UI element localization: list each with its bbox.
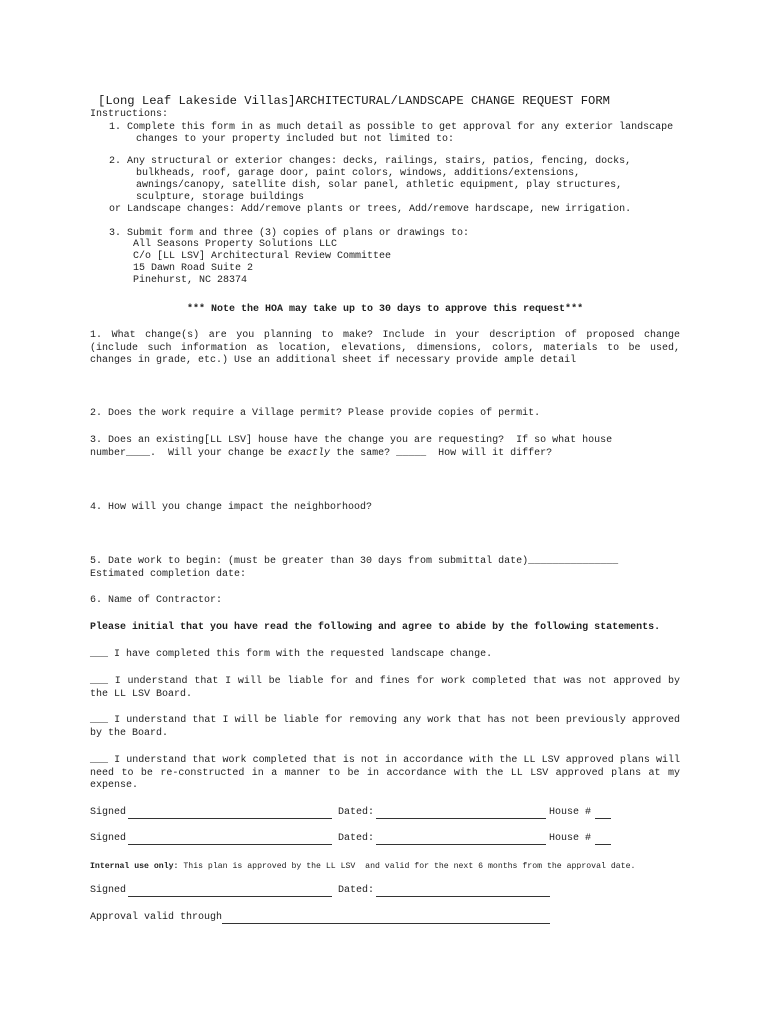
address-line-2: C/o [LL LSV] Architectural Review Committee xyxy=(133,251,392,262)
hoa-note: *** Note the HOA may take up to 30 days to approve this request*** xyxy=(187,304,584,315)
signature-line[interactable] xyxy=(128,844,332,845)
signed-label: Signed xyxy=(90,807,127,818)
internal-signature-line[interactable] xyxy=(128,896,332,897)
signed-label: Signed xyxy=(90,885,127,896)
address-line-4: Pinehurst, NC 28374 xyxy=(133,275,248,286)
approval-valid-line[interactable] xyxy=(222,923,550,924)
dated-label: Dated: xyxy=(338,833,375,844)
internal-date-line[interactable] xyxy=(376,896,550,897)
internal-use-text: This plan is approved by the LL LSV and valid for the next 6 months from the approval date. xyxy=(178,862,636,871)
address-line-1: All Seasons Property Solutions LLC xyxy=(133,239,338,250)
question-5-line-2: Estimated completion date: xyxy=(90,569,247,580)
instruction-2-line-4: sculpture, storage buildings xyxy=(136,192,305,203)
house-label: House # xyxy=(549,833,592,844)
instruction-1-line-2: changes to your property included but not limited to: xyxy=(136,134,455,145)
question-3-line-2 xyxy=(90,448,552,461)
question-3-line-1: 3. Does an existing[LL LSV] house have the change you are requesting? If so what house xyxy=(90,435,613,446)
question-4: 4. How will you change impact the neighborhood? xyxy=(90,502,373,513)
instruction-3: 3. Submit form and three (3) copies of plans or drawings to: xyxy=(109,228,470,239)
question-2: 2. Does the work require a Village permit? Please provide copies of permit. xyxy=(90,408,541,419)
question-3-emphasis: exactly xyxy=(288,448,331,459)
instruction-2-line-3: awnings/canopy, satellite dish, solar panel, athletic equipment, play structures, xyxy=(136,180,623,191)
house-label: House # xyxy=(549,807,592,818)
question-6: 6. Name of Contractor: xyxy=(90,595,223,606)
question-3-text-b: the same? _____ How will it differ? xyxy=(330,448,553,459)
date-line[interactable] xyxy=(376,818,546,819)
statement-4: ___ I understand that work completed that is not in accordance with the LL LSV approved plans will need to be re-constructed in a manner to be in accordance with the LL LSV approved plans at my expense. xyxy=(90,755,680,791)
instruction-1-line-1: 1. Complete this form in as much detail as possible to get approval for any exterior landscape xyxy=(109,122,674,133)
signed-label: Signed xyxy=(90,833,127,844)
dated-label: Dated: xyxy=(338,807,375,818)
house-number-line[interactable] xyxy=(595,844,611,845)
statement-2: ___ I understand that I will be liable for and fines for work completed that was not approved by the LL LSV Board. xyxy=(90,676,680,700)
signature-line[interactable] xyxy=(128,818,332,819)
address-line-3: 15 Dawn Road Suite 2 xyxy=(133,263,254,274)
instruction-2-line-2: bulkheads, roof, garage door, paint colors, windows, additions/extensions, xyxy=(136,168,581,179)
instruction-2-line-1: 2. Any structural or exterior changes: decks, railings, stairs, patios, fencing, docks, xyxy=(109,156,632,167)
statement-3: ___ I understand that I will be liable for removing any work that has not been previously approved by the Board. xyxy=(90,715,680,739)
form-title: [Long Leaf Lakeside Villas]ARCHITECTURAL/LANDSCAPE CHANGE REQUEST FORM xyxy=(98,94,610,108)
question-5-line-1: 5. Date work to begin: (must be greater than 30 days from submittal date)_______________ xyxy=(90,556,619,567)
instructions-label: Instructions: xyxy=(90,109,169,120)
date-line[interactable] xyxy=(376,844,546,845)
dated-label: Dated: xyxy=(338,885,375,896)
internal-use-label: Internal use only: xyxy=(90,862,179,871)
question-3-text-a: number____. Will your change be xyxy=(90,448,289,459)
internal-use-note xyxy=(90,861,635,874)
initial-heading: Please initial that you have read the following and agree to abide by the following statements. xyxy=(90,622,661,633)
statement-1: ___ I have completed this form with the requested landscape change. xyxy=(90,649,493,660)
instruction-2-or: or Landscape changes: Add/remove plants or trees, Add/remove hardscape, new irrigation. xyxy=(109,204,632,215)
house-number-line[interactable] xyxy=(595,818,611,819)
question-1: 1. What change(s) are you planning to make? Include in your description of proposed change (include such information as location, elevations, dimensions, colors, materials to be used, changes in grade, etc.) Use an additional sheet if necessary provide ample detail xyxy=(90,330,680,366)
approval-valid-label: Approval valid through xyxy=(90,912,223,923)
